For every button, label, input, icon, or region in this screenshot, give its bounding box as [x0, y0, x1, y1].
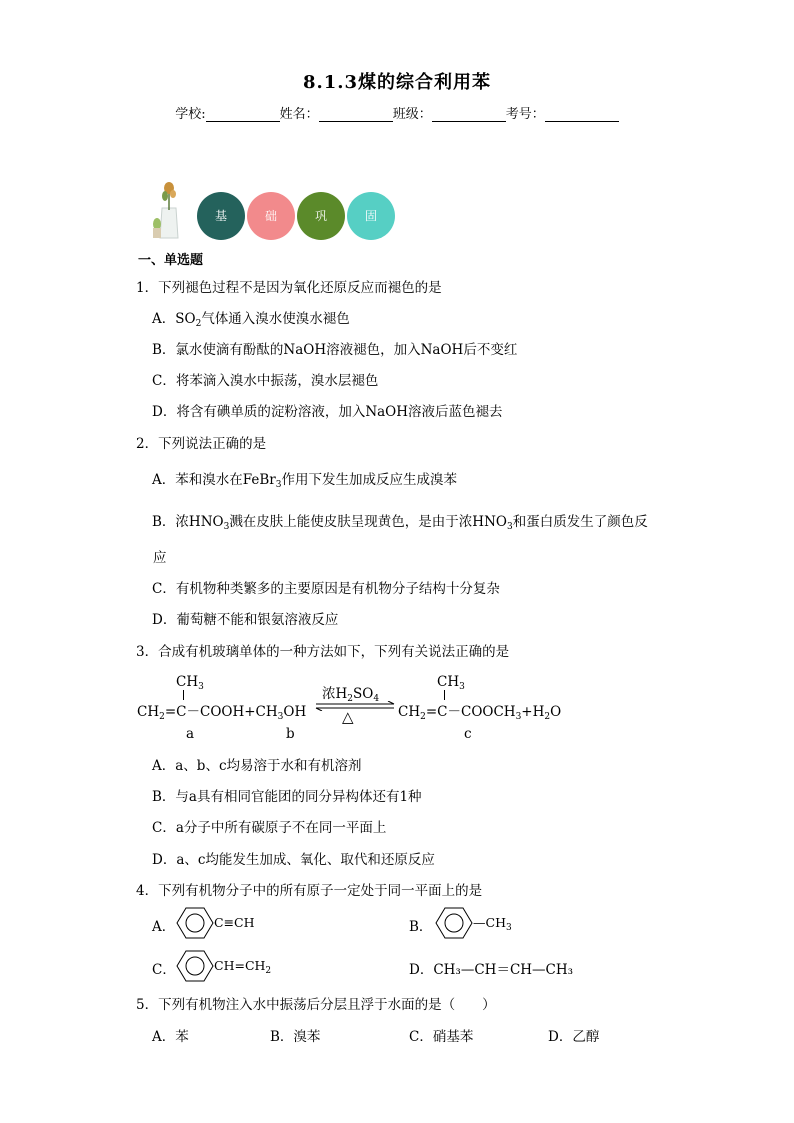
eq-label-c: c	[464, 726, 472, 742]
q1-option-c[interactable]: C．将苯滴入溴水中振荡，溴水层褪色	[152, 373, 379, 389]
q5-option-a[interactable]: A．苯	[152, 1029, 189, 1045]
eq-reactants: $CH_2=C-COOH+CH_3OH$	[137, 704, 307, 722]
q3-option-b[interactable]: B．与a具有相同官能团的同分异构体还有1种	[152, 789, 422, 805]
q4-option-c[interactable]: C．	[152, 962, 176, 978]
eq-right-bond	[444, 690, 445, 700]
school-label: 学校:	[175, 107, 206, 122]
q2-option-a[interactable]: A．苯和溴水在FeBr$_3$作用下发生加成反应生成溴苯	[152, 472, 457, 490]
badge-gu: 固	[347, 192, 395, 240]
plant-vase-icon	[148, 180, 188, 240]
student-info-line	[0, 103, 794, 122]
q3-option-c[interactable]: C．a分子中所有碳原子不在同一平面上	[152, 820, 387, 836]
q4-option-a[interactable]: A．	[152, 919, 176, 935]
badge-ji: 基	[197, 192, 245, 240]
q5-option-b[interactable]: B．溴苯	[270, 1029, 321, 1045]
eq-products: $CH_2=C-COOCH_3+H_2O$	[398, 704, 562, 722]
q3-stem: 3．合成有机玻璃单体的一种方法如下，下列有关说法正确的是	[136, 644, 510, 660]
exam-no-blank[interactable]	[545, 107, 619, 122]
q3-option-a[interactable]: A．a、b、c均易溶于水和有机溶剂	[152, 758, 362, 774]
q2-option-d[interactable]: D．葡萄糖不能和银氨溶液反应	[152, 612, 339, 628]
q2-option-c[interactable]: C．有机物种类繁多的主要原因是有机物分子结构十分复杂	[152, 581, 500, 597]
eq-condition: 浓$H_2SO_4$	[322, 686, 380, 704]
q2-stem: 2．下列说法正确的是	[136, 436, 267, 452]
badge-chu: 础	[247, 192, 295, 240]
benzene-ring-icon	[176, 906, 214, 940]
eq-label-a: a	[186, 726, 195, 742]
q2-option-b[interactable]: B．浓$HNO_3$溅在皮肤上能使皮肤呈现黄色，是由于浓$HNO_3$和蛋白质发生了颜色反	[152, 514, 648, 532]
eq-right-ch3: $CH_3$	[437, 674, 465, 692]
q1-option-d[interactable]: D．将含有碘单质的淀粉溶液，加入NaOH溶液后蓝色褪去	[152, 404, 503, 420]
badge-gong: 巩	[297, 192, 345, 240]
name-label: 姓名：	[279, 107, 319, 122]
eq-heat-delta: △	[342, 708, 354, 726]
q4-stem: 4．下列有机物分子中的所有原子一定处于同一平面上的是	[136, 883, 483, 899]
equilibrium-arrow-icon	[312, 701, 398, 711]
page-title: 8.1.3煤的综合利用苯	[302, 72, 492, 93]
class-blank[interactable]	[432, 107, 506, 122]
eq-left-ch3: $CH_3$	[176, 674, 204, 692]
q1-option-b[interactable]: B．氯水使滴有酚酞的NaOH溶液褪色，加入NaOH后不变红	[152, 342, 518, 358]
q4-option-d[interactable]: D．CH₃—CH＝CH—CH₃	[409, 962, 574, 978]
q4-a-substituent: C≡CH	[214, 915, 255, 930]
q4-b-substituent: $—CH_3$	[473, 915, 512, 933]
benzene-ring-icon	[176, 949, 214, 983]
q2-option-b-cont: 应	[153, 550, 167, 566]
class-label: 班级：	[392, 107, 432, 122]
q5-option-d[interactable]: D．乙醇	[548, 1029, 600, 1045]
school-blank[interactable]	[206, 107, 280, 122]
q4-option-b[interactable]: B．	[409, 919, 433, 935]
q5-stem: 5．下列有机物注入水中振荡后分层且浮于水面的是（ ）	[136, 997, 496, 1013]
q1-option-a[interactable]: A．$SO_2$气体通入溴水使溴水褪色	[152, 311, 350, 329]
q5-option-c[interactable]: C．硝基苯	[409, 1029, 474, 1045]
exam-no-label: 考号：	[505, 107, 545, 122]
q4-c-substituent: $CH=CH_2$	[214, 958, 272, 976]
eq-label-b: b	[286, 726, 295, 742]
q1-stem: 1．下列褪色过程不是因为氧化还原反应而褪色的是	[136, 280, 442, 296]
name-blank[interactable]	[319, 107, 393, 122]
q3-option-d[interactable]: D．a、c均能发生加成、氧化、取代和还原反应	[152, 852, 435, 868]
benzene-ring-icon	[435, 906, 473, 940]
eq-left-bond	[183, 690, 184, 700]
section-heading: 一、单选题	[138, 253, 204, 268]
